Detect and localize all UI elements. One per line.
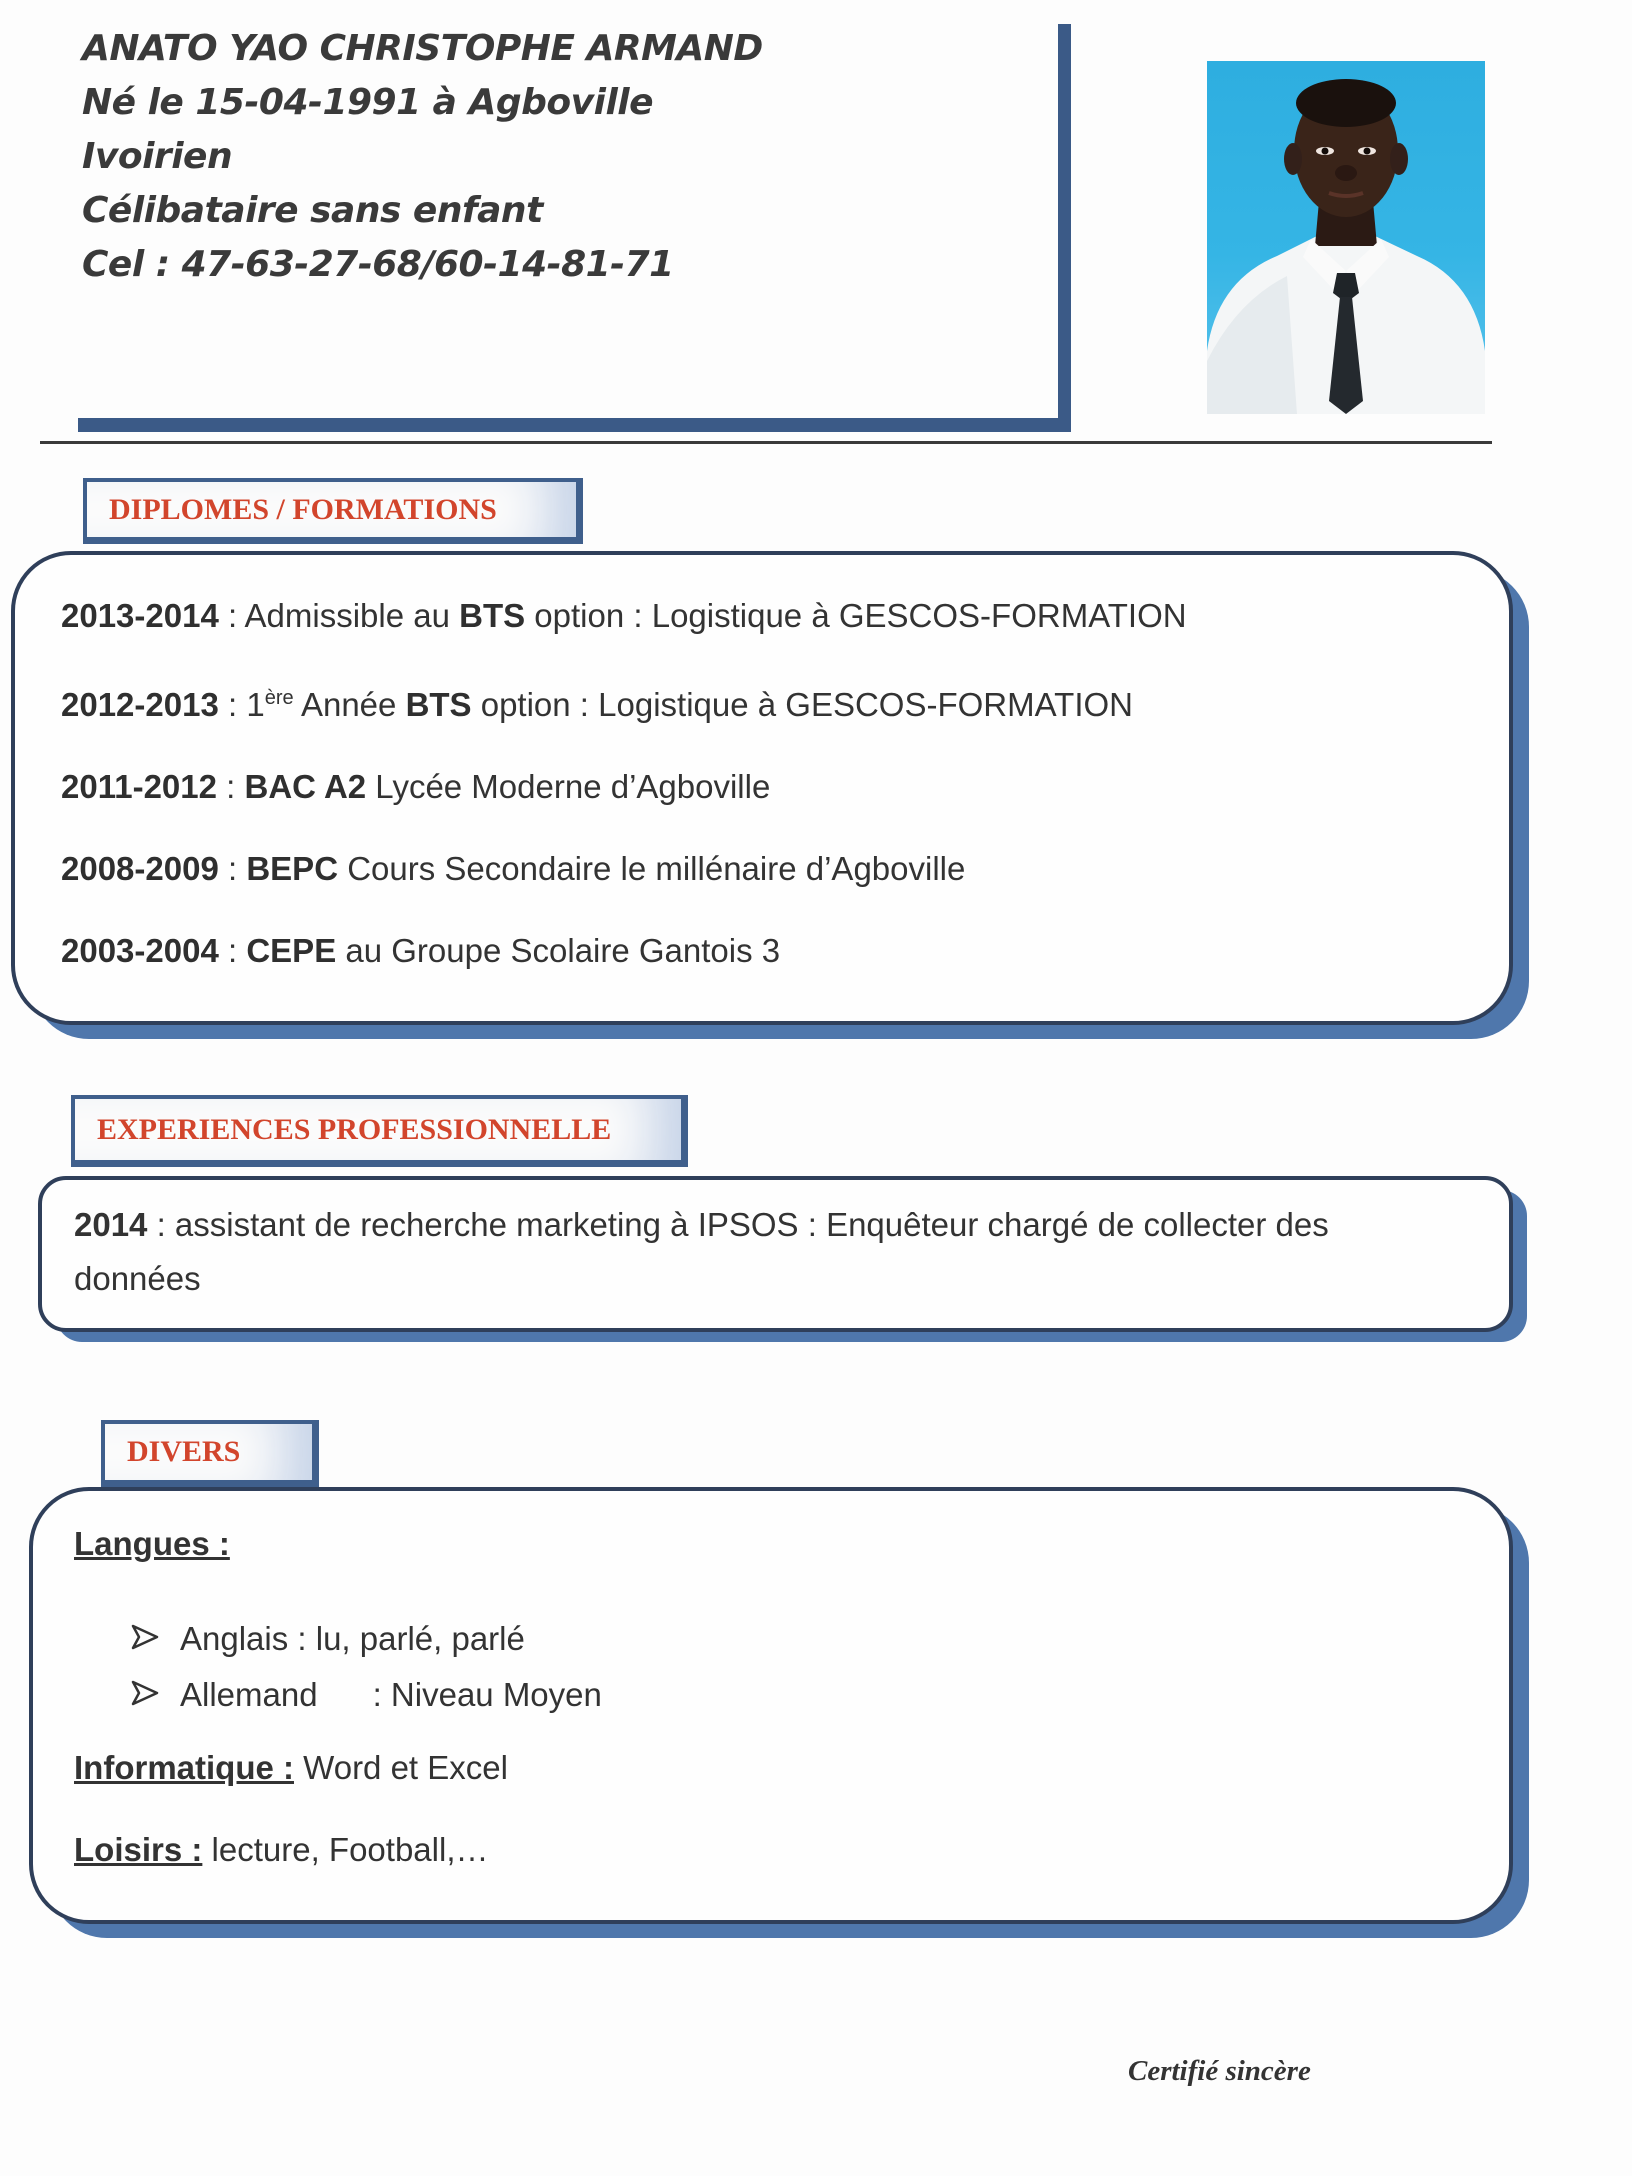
section-title-experiences: EXPERIENCES PROFESSIONNELLE bbox=[97, 1112, 612, 1146]
diploma-entry: 2008-2009 : BEPC Cours Secondaire le millénaire d’Agboville bbox=[61, 850, 966, 887]
language-name: Allemand bbox=[180, 1676, 318, 1713]
divers-content bbox=[74, 1525, 602, 1887]
header-frame-bottom bbox=[78, 418, 1071, 432]
section-tab-diplomes bbox=[83, 478, 583, 544]
section-box-divers bbox=[29, 1487, 1513, 1924]
language-name: Anglais bbox=[180, 1620, 289, 1657]
header-frame-right bbox=[1058, 24, 1071, 432]
section-box-experiences bbox=[38, 1176, 1513, 1332]
experience-description-cont: données bbox=[74, 1260, 201, 1297]
diploma-entry: 2012-2013 : 1ère Année BTS option : Logistique à GESCOS-FORMATION bbox=[61, 686, 1134, 723]
phone-number: Cel : 47-63-27-68/60-14-81-71 bbox=[82, 244, 674, 285]
nationality: Ivoirien bbox=[82, 136, 233, 177]
certification-note: Certifié sincère bbox=[1128, 2055, 1311, 2087]
diploma-entry: 2003-2004 : CEPE au Groupe Scolaire Gantois 3 bbox=[61, 932, 781, 969]
language-level: : lu, parlé, parlé bbox=[288, 1620, 525, 1657]
section-title-divers: DIVERS bbox=[127, 1435, 241, 1468]
section-tab-experiences bbox=[71, 1095, 688, 1167]
language-level: : Niveau Moyen bbox=[317, 1676, 602, 1713]
informatique-line bbox=[74, 1749, 602, 1805]
informatique-heading: Informatique : bbox=[74, 1749, 294, 1786]
diploma-entry: 2011-2012 : BAC A2 Lycée Moderne d’Agboville bbox=[61, 768, 771, 805]
experience-entry bbox=[74, 1198, 1494, 1306]
loisirs-line bbox=[74, 1831, 602, 1887]
profile-photo bbox=[1207, 61, 1485, 414]
language-item bbox=[130, 1667, 602, 1723]
identity-block bbox=[82, 22, 763, 292]
header-divider bbox=[40, 441, 1492, 444]
informatique-value: Word et Excel bbox=[294, 1749, 508, 1786]
section-box-diplomes bbox=[11, 551, 1513, 1025]
bullet-arrow-icon bbox=[130, 1620, 160, 1658]
language-item bbox=[130, 1611, 602, 1667]
experience-description: : assistant de recherche marketing à IPSOS : Enquêteur chargé de collecter des bbox=[147, 1206, 1329, 1243]
langues-heading: Langues : bbox=[74, 1525, 230, 1562]
birth-info: Né le 15-04-1991 à Agboville bbox=[82, 82, 654, 123]
section-title-diplomes: DIPLOMES / FORMATIONS bbox=[109, 492, 497, 526]
section-tab-divers bbox=[101, 1420, 319, 1487]
loisirs-value: lecture, Football,… bbox=[202, 1831, 489, 1868]
diploma-entry: 2013-2014 : Admissible au BTS option : Logistique à GESCOS-FORMATION bbox=[61, 597, 1187, 634]
loisirs-heading: Loisirs : bbox=[74, 1831, 203, 1868]
full-name: ANATO YAO CHRISTOPHE ARMAND bbox=[82, 28, 763, 69]
experience-year: 2014 bbox=[74, 1206, 148, 1243]
diplomes-list bbox=[61, 575, 1187, 992]
bullet-arrow-icon bbox=[130, 1676, 160, 1714]
marital-status: Célibataire sans enfant bbox=[82, 190, 543, 231]
